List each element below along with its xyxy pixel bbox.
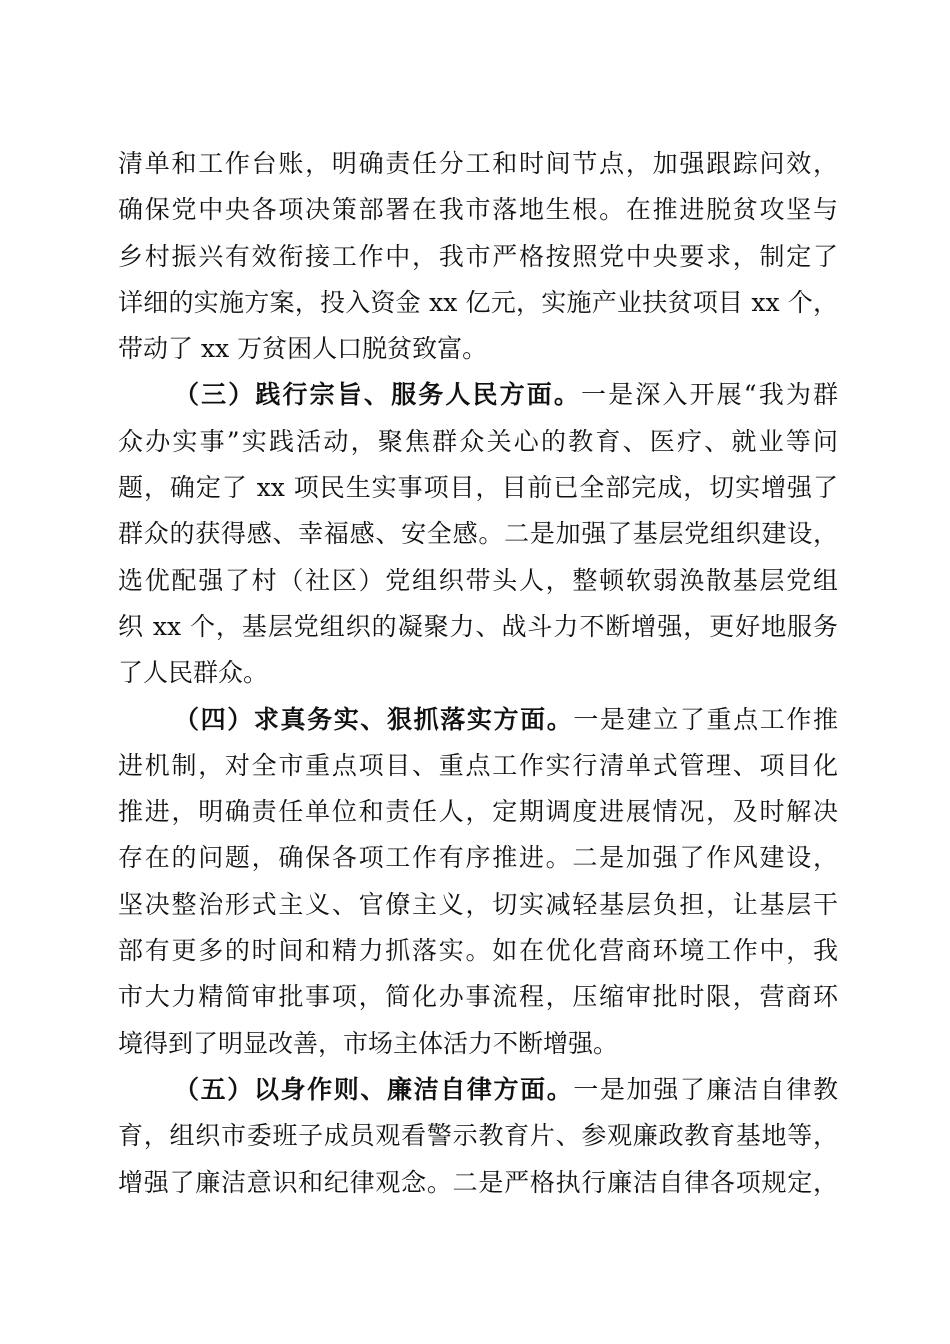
body-line: 增强了廉洁意识和纪律观念。二是严格执行廉洁自律各项规定， [118,1167,838,1197]
body-line: 存在的问题，确保各项工作有序推进。二是加强了作风建设， [118,843,838,873]
body-line: 市大力精简审批事项，简化办事流程，压缩审批时限，营商环 [118,982,838,1012]
body-line: 坚决整治形式主义、官僚主义，切实减轻基层负担，让基层干 [118,889,838,919]
body-line: 进机制，对全市重点项目、重点工作实行清单式管理、项目化 [118,750,838,780]
body-line: 乡村振兴有效衔接工作中，我市严格按照党中央要求，制定了 [118,241,838,271]
body-line: 选优配强了村（社区）党组织带头人，整顿软弱涣散基层党组 [118,565,838,595]
document-body [118,141,838,1206]
section-4-heading: （四）求真务实、狠抓落实方面。 [174,704,574,734]
body-line: 众办实事”实践活动，聚焦群众关心的教育、医疗、就业等问 [118,426,838,456]
section-5-heading: （五）以身作则、廉洁自律方面。 [174,1074,574,1104]
section-3-heading: （三）践行宗旨、服务人民方面。 [174,380,581,410]
section-3-first-line [118,372,838,418]
body-line: 详细的实施方案，投入资金 xx 亿元，实施产业扶贫项目 xx 个， [118,287,838,317]
body-line: 部有更多的时间和精力抓落实。如在优化营商环境工作中，我 [118,936,838,966]
body-line: 确保党中央各项决策部署在我市落地生根。在推进脱贫攻坚与 [118,195,838,225]
body-line: 织 xx 个，基层党组织的凝聚力、战斗力不断增强，更好地服务 [118,611,838,641]
section-4-first-line-text: 一是建立了重点工作推 [573,704,838,734]
section-5-first-line-text: 一是加强了廉洁自律教 [573,1074,838,1104]
body-line: 育，组织市委班子成员观看警示教育片、参观廉政教育基地等， [118,1121,838,1151]
section-5-first-line [118,1067,838,1113]
body-line: 推进，明确责任单位和责任人，定期调度进展情况，及时解决 [118,797,838,827]
body-line: 题，确定了 xx 项民生实事项目，目前已全部完成，切实增强了 [118,473,838,503]
body-line: 清单和工作台账，明确责任分工和时间节点，加强跟踪问效， [118,149,838,178]
section-3-first-line-text: 一是深入开展“我为群 [581,380,838,410]
body-line: 带动了 xx 万贫困人口脱贫致富。 [118,334,488,364]
body-line: 境得到了明显改善，市场主体活力不断增强。 [118,1028,619,1058]
body-line: 了人民群众。 [118,658,269,688]
body-line: 群众的获得感、幸福感、安全感。二是加强了基层党组织建设， [118,519,838,549]
section-4-first-line [118,697,838,743]
